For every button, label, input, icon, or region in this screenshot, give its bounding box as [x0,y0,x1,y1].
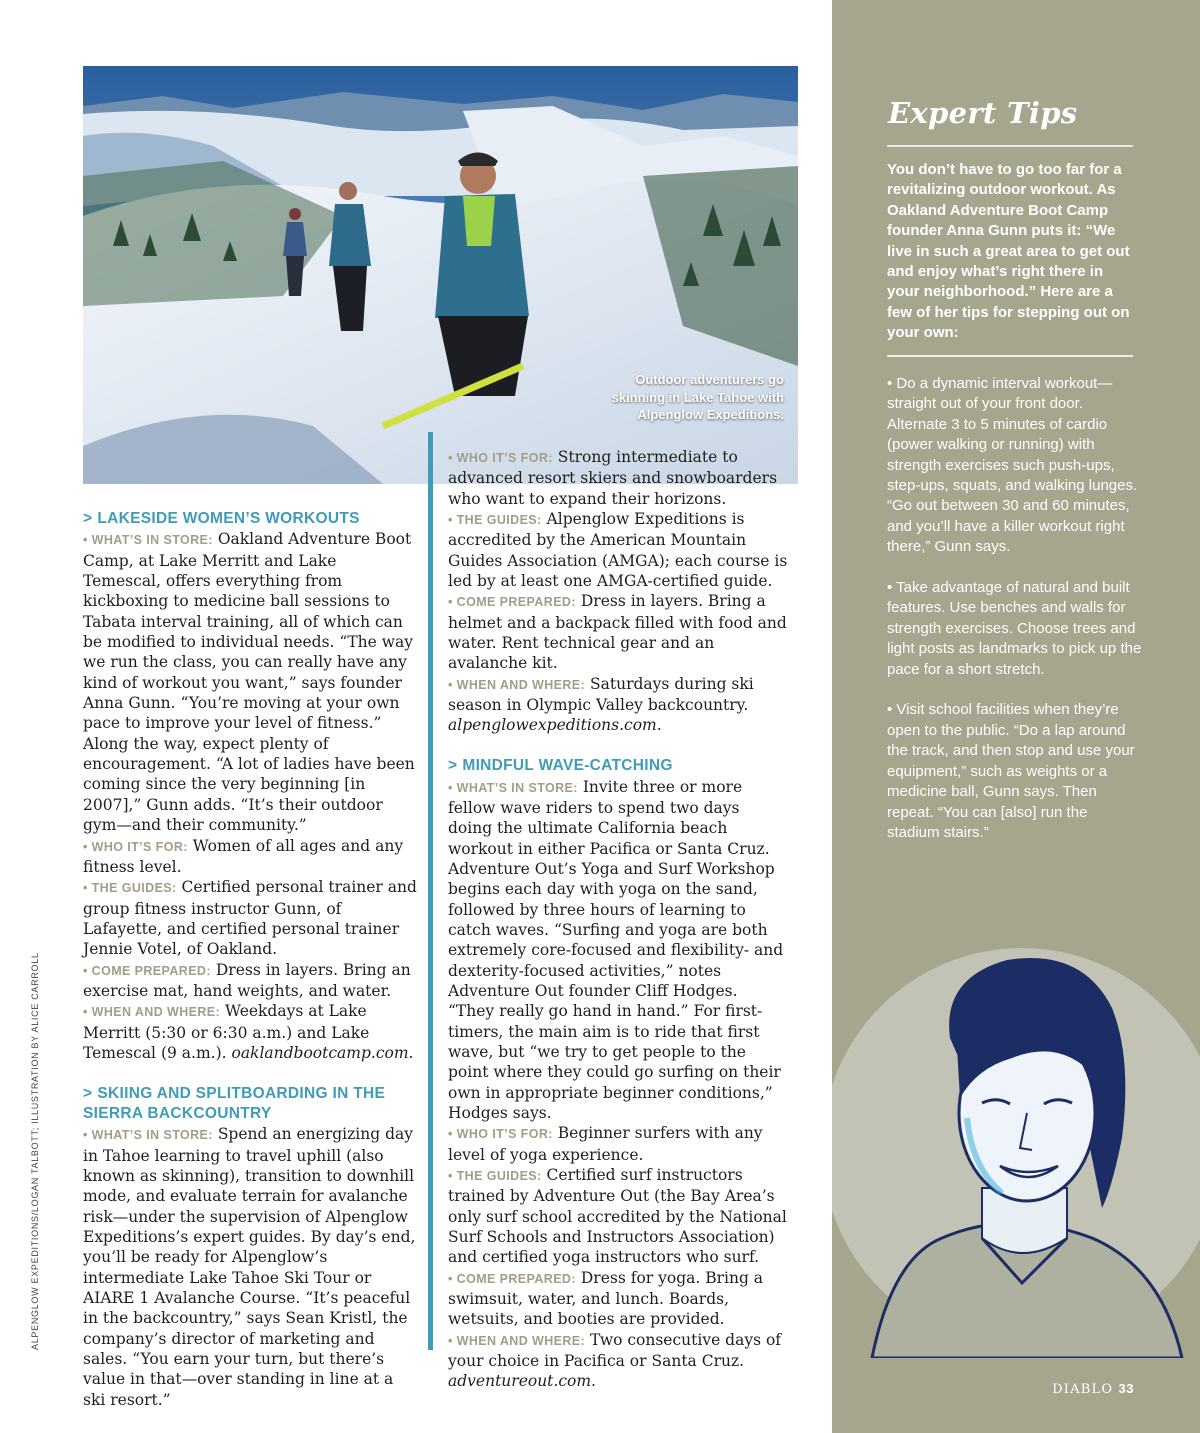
lakeside-who-its-for: • WHO IT’S FOR: Women of all ages and any fitness level. [83,836,404,876]
page-folio: DIABLO 33 [1052,1381,1134,1397]
sidebar-rule-top [887,145,1133,147]
chevron-right-icon: > [83,1084,93,1102]
surf-the-guides: • THE GUIDES: Certified surf instructors trained by Adventure Out (the Bay Area’s only surf school accredited by the National Surf Schools and Instructors Association) and certified yoga instructors who surf. [448,1166,787,1267]
surf-who-its-for: • WHO IT’S FOR: Beginner surfers with any level of yoga experience. [448,1124,763,1164]
lakeside-heading: > LAKESIDE WOMEN’S WORKOUTS [83,510,360,527]
lakeside-come-prepared: • COME PREPARED: Dress in layers. Bring an exercise mat, hand weights, and water. [83,960,411,1000]
chevron-right-icon: > [448,757,458,775]
skiing-come-prepared: • COME PREPARED: Dress in layers. Bring a helmet and a backpack filled with food and water. Rent technical gear and an avalanche kit. [448,592,787,673]
surf-url[interactable]: adventureout.com. [448,1372,596,1391]
middle-column [448,447,788,1392]
lakeside-whats-in-store: • WHAT’S IN STORE: Oakland Adventure Boot Camp, at Lake Merritt and Lake Temescal, offers everything from kickboxing to medicine ball sessions to Tabata interval training, all of which can be modified to individual needs. “The way we run the class, you can really have any kind of workout you want,” says founder Anna Gunn. “You’re moving at your own pace to improve your level of fitness.” Along the way, expect plenty of encouragement. “A lot of ladies have been coming since the very beginning [in 2007],” Gunn adds. “It’s their outdoor gym—and their community.” [83,530,415,835]
lakeside-the-guides: • THE GUIDES: Certified personal trainer and group fitness instructor Gunn, of Lafayette, and certified personal trainer Jennie Votel, of Oakland. [83,878,417,959]
surf-heading: > MINDFUL WAVE-CATCHING [448,757,673,775]
sidebar-rule-mid [887,355,1133,357]
tip-item: • Take advantage of natural and built features. Use benches and walls for strength exercises. Choose trees and light posts as landmarks to pick up the pace for a short stretch. [887,579,1142,678]
photo-credit: ALPENGLOW EXPEDITIONS/LOGAN TALBOTT; ILLUSTRATION BY ALICE CARROLL [30,952,40,1350]
photo-caption: Outdoor adventurers go skinning in Lake Tahoe with Alpenglow Expeditions. [611,372,784,422]
skiing-the-guides: • THE GUIDES: Alpenglow Expeditions is accredited by the American Mountain Guides Association (AMGA); each course is led by at least one AMGA-certified guide. [448,510,788,591]
surf-come-prepared: • COME PREPARED: Dress for yoga. Bring a swimsuit, water, and lunch. Boards, wetsuits, and booties are provided. [448,1268,764,1329]
skiing-who-its-for: • WHO IT’S FOR: Strong intermediate to advanced resort skiers and snowboarders who want to expand their horizons. [448,448,778,508]
column-divider [428,432,433,1350]
hero-photo [83,66,798,484]
sidebar-intro: You don’t have to go too far for a revitalizing outdoor workout. As Oakland Adventure Boot Camp founder Anna Gunn puts it: “We live in such a great area to get out and enjoy what’s right there in your neighborhood.” Here are a few of her tips for stepping out on your own: [887,161,1130,342]
tips-list [887,374,1143,864]
tip-item: • Do a dynamic interval workout—straight out of your front door. Alternate 3 to 5 minutes of cardio (power walking or running) with strength exercises such push-ups, step-ups, squats, and walking lunges. “Go out between 30 and 60 minutes, and you’ll have a killer workout right there,” Gunn says. [887,375,1138,556]
chevron-right-icon: > [83,510,93,527]
lakeside-when-and-where: • WHEN AND WHERE: Weekdays at Lake Merritt (5:30 or 6:30 a.m.) and Lake Temescal (9 a.m.). oaklandbootcamp.com. [83,1002,414,1062]
tip-item: • Visit school facilities when they’re open to the public. “Do a lap around the track, and then stop and use your equipment,” such as weights or a medicine ball, Gunn says. Then repeat. “You can [also] run the stadium stairs.” [887,701,1135,841]
surf-whats-in-store: • WHAT’S IN STORE: Invite three or more fellow wave riders to spend two days doing the ultimate California beach workout in either Pacifica or Santa Cruz. Adventure Out’s Yoga and Surf Workshop begins each day with yoga on the sand, followed by three hours of learning to catch waves. “Surfing and yoga are both extremely core-focused and flexibility- and dexterity-focused activities,” notes Adventure Out founder Cliff Hodges. “They really go hand in hand.” For first-timers, the main aim is to ride that first wave, but “we try to get people to the point where they could go surfing on their own in appropriate beginner conditions,” Hodges says. [448,777,784,1122]
skiing-when-and-where: • WHEN AND WHERE: Saturdays during ski season in Olympic Valley backcountry. alpenglowexpeditions.com. [448,674,754,735]
lakeside-url[interactable]: oaklandbootcamp.com. [231,1043,414,1062]
sidebar-title: Expert Tips [888,96,1078,130]
skiing-heading: > SKIING AND SPLITBOARDING IN THE SIERRA BACKCOUNTRY [83,1084,386,1122]
skiing-whats-in-store: • WHAT’S IN STORE: Spend an energizing day in Tahoe learning to travel uphill (also known as skinning), transition to downhill mode, and evaluate terrain for avalanche risk—under the supervision of Alpenglow Expeditions’s expert guides. By day’s end, you’ll be ready for Alpenglow’s intermediate Lake Tahoe Ski Tour or AIARE 1 Avalanche Course. “It’s peaceful in the backcountry,” says Sean Kristl, the company’s director of marketing and sales. “You earn your turn, but there’s value in that—over standing in line at a ski resort.” [83,1125,416,1409]
left-column [83,509,418,1410]
portrait-illustration [832,938,1200,1358]
surf-when-and-where: • WHEN AND WHERE: Two consecutive days of your choice in Pacifica or Santa Cruz. adventureout.com. [448,1330,782,1391]
skiing-url[interactable]: alpenglowexpeditions.com. [448,716,662,735]
expert-tips-sidebar [832,0,1200,1433]
